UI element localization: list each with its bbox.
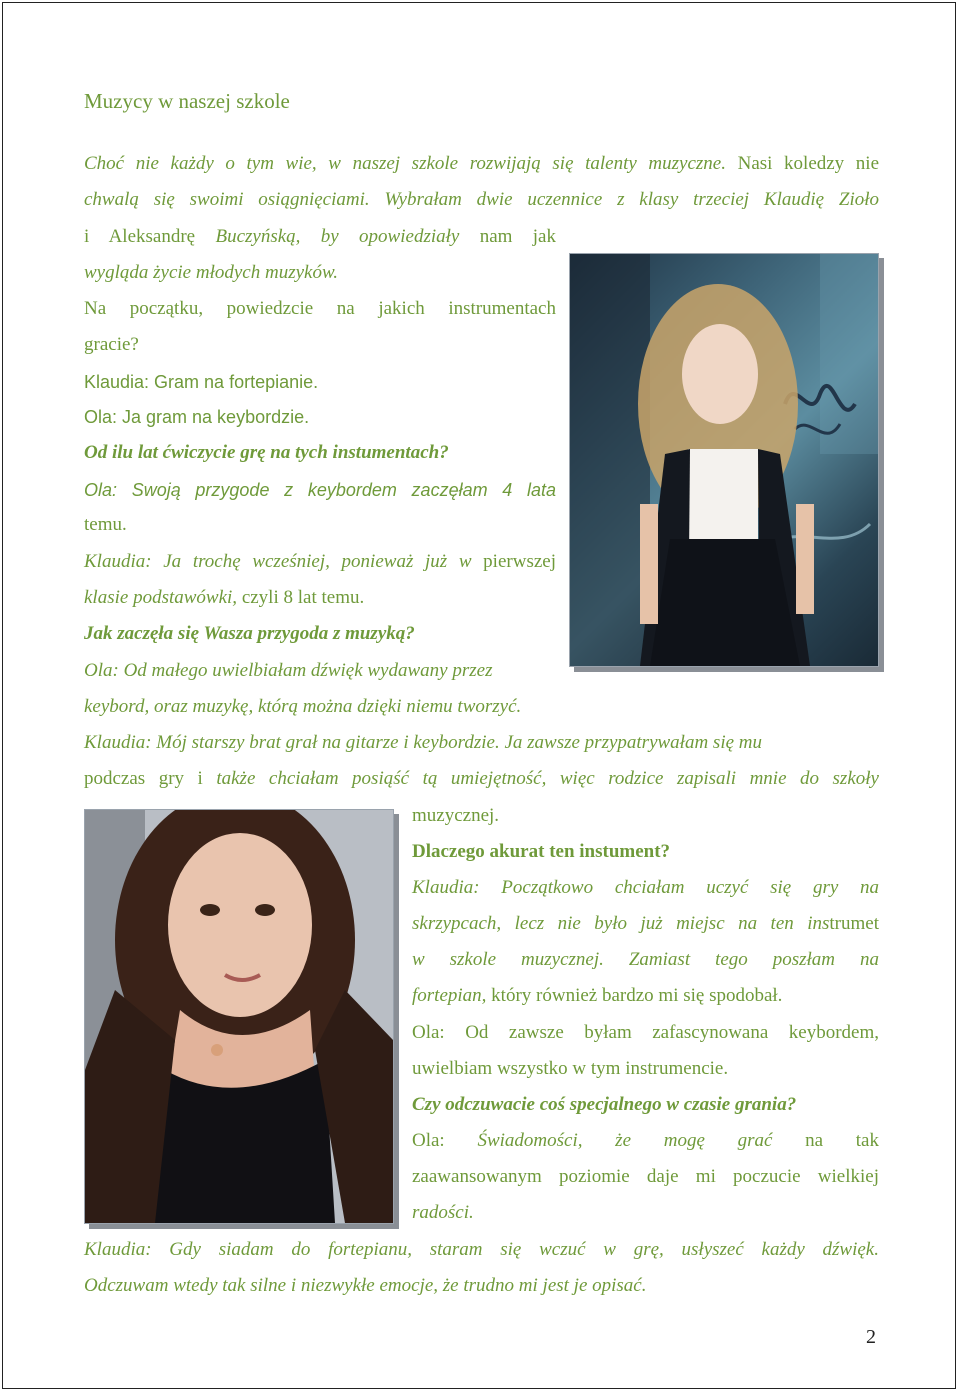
answer-3-klaudia-line-1-a: Klaudia: Mój starszy brat grał na gitarze i keybordzie.	[84, 732, 500, 753]
answer-4-klaudia-line-1: Klaudia: Początkowo chciałam uczyć się gry na	[412, 877, 879, 898]
answer-5-ola-line-1-a: Ola:	[412, 1130, 478, 1151]
answer-3-ola-line-1: Ola: Od małego uwielbiałam dźwięk wydawany przez	[84, 660, 493, 681]
answer-3-klaudia-line-1	[84, 732, 762, 754]
document-page	[2, 2, 956, 1389]
intro-line-4: wygląda życie młodych muzyków.	[84, 262, 338, 283]
photo-ola	[569, 253, 879, 667]
intro-line-3-a: i Aleksandrę	[84, 226, 216, 247]
answer-5-ola-line-2: zaawansowanym poziomie daje mi poczucie wielkiej	[412, 1166, 879, 1187]
page-number: 2	[866, 1326, 876, 1348]
question-3: Jak zaczęła się Wasza przygoda z muzyką?	[84, 623, 415, 644]
answer-2-ola-line-2: temu.	[84, 514, 127, 535]
answer-3-klaudia-line-1-b: Ja zawsze przypatrywałam się mu	[499, 732, 763, 753]
answer-4-klaudia-line-3-b: Zamiast tego poszłam na	[603, 949, 879, 970]
answer-4-ola-line-2: uwielbiam wszystko w tym instrumencie.	[412, 1058, 729, 1079]
answer-3-klaudia-line-2-b: także chciałam posiąść tą umiejętność, więc rodzice zapisali mnie do szkoły	[216, 768, 879, 789]
intro-line-1	[84, 153, 879, 175]
answer-5-ola-line-3: radości.	[412, 1202, 474, 1223]
question-1-line-2: gracie?	[84, 334, 139, 355]
answer-5-ola-line-1-b: Świadomości, że mogę grać	[477, 1130, 773, 1151]
answer-5-klaudia-line-2: Odczuwam wtedy tak silne i niezwykłe emocje, że trudno mi jest je opisać.	[84, 1275, 647, 1296]
answer-4-klaudia-line-4-b: który również bardzo mi się spodobał.	[486, 985, 783, 1006]
intro-line-1-italic: Choć nie każdy o tym wie, w naszej szkole rozwijają się talenty muzyczne.	[84, 153, 726, 174]
answer-4-klaudia-line-3-a: w szkole muzycznej.	[412, 949, 604, 970]
intro-line-2: chwalą się swoimi osiągnięciami. Wybrałam dwie uczennice z klasy trzeciej Klaudię Zioło	[84, 189, 879, 210]
answer-2-klaudia-line-2-italic: klasie podstawówki,	[84, 587, 238, 608]
intro-line-3-b: Buczyńską, by opowiedziały	[215, 226, 460, 247]
answer-2-ola-line-1: Ola: Swoją przygode z keybordem zaczęłam 4 lata	[84, 480, 556, 500]
answer-4-klaudia-line-4	[412, 985, 782, 1007]
photo-klaudia-illustration	[85, 810, 393, 1223]
photo-ola-illustration	[570, 254, 878, 666]
answer-2-klaudia-line-1	[84, 551, 556, 573]
answer-4-klaudia-line-4-a: fortepian,	[412, 985, 487, 1006]
answer-1-ola: Ola: Ja gram na keybordzie.	[84, 407, 310, 427]
answer-5-ola-line-1-c: na tak	[772, 1130, 879, 1151]
answer-5-klaudia-line-1: Klaudia: Gdy siadam do fortepianu, staram się wczuć w grę, usłyszeć każdy dźwięk.	[84, 1239, 879, 1260]
question-1-line-1: Na początku, powiedzcie na jakich instrumentach	[84, 298, 556, 319]
intro-line-3	[84, 226, 556, 248]
question-4: Dlaczego akurat ten instument?	[412, 841, 671, 862]
answer-2-klaudia-line-2-regular: czyli 8 lat temu.	[237, 587, 365, 608]
answer-3-klaudia-line-2-a: podczas gry i	[84, 768, 217, 789]
answer-5-ola-line-1	[412, 1130, 879, 1152]
answer-3-klaudia-line-2	[84, 768, 879, 790]
answer-4-klaudia-line-2-a: skrzypcach, lecz nie było już miejsc na ten ins	[412, 913, 830, 934]
answer-4-klaudia-line-3	[412, 949, 879, 971]
answer-2-klaudia-regular: pierwszej	[471, 551, 556, 572]
question-5: Czy odczuwacie coś specjalnego w czasie grania?	[412, 1094, 797, 1115]
answer-3-ola-line-2: keybord, oraz muzykę, którą można dzięki niemu tworzyć.	[84, 696, 522, 717]
answer-3-klaudia-line-3: muzycznej.	[412, 805, 500, 826]
answer-2-klaudia-line-2	[84, 587, 364, 609]
answer-1-klaudia: Klaudia: Gram na fortepianie.	[84, 372, 319, 392]
article-title: Muzycy w naszej szkole	[84, 89, 290, 113]
photo-klaudia	[84, 809, 394, 1224]
answer-2-klaudia-italic: Klaudia: Ja trochę wcześniej, ponieważ już w	[84, 551, 472, 572]
intro-line-3-c: nam jak	[459, 226, 556, 247]
intro-line-1-regular: Nasi koledzy nie	[726, 153, 880, 174]
answer-4-klaudia-line-2-b: trumet	[829, 913, 879, 934]
answer-4-klaudia-line-2	[412, 913, 879, 935]
question-2: Od ilu lat ćwiczycie grę na tych instumentach?	[84, 442, 449, 463]
answer-4-ola-line-1: Ola: Od zawsze byłam zafascynowana keybordem,	[412, 1022, 879, 1043]
